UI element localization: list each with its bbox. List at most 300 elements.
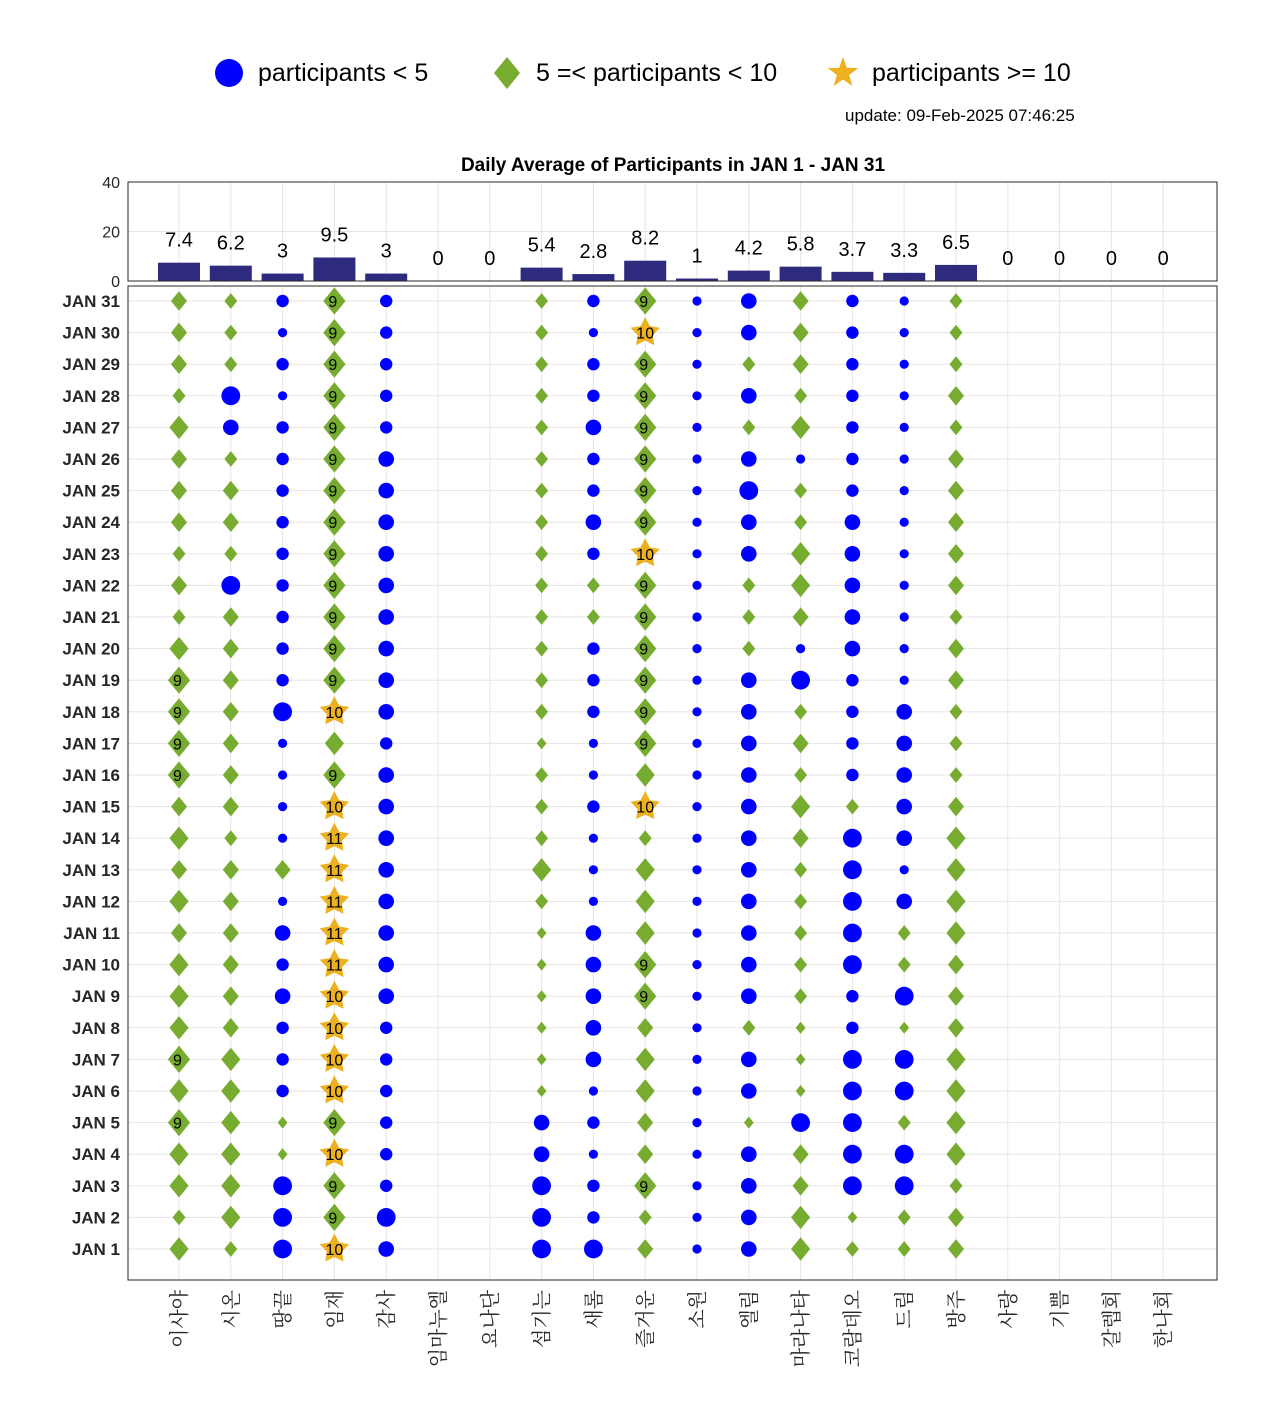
circle-marker	[589, 897, 598, 906]
marker-value-label: 10	[325, 1084, 344, 1101]
marker-value-label: 9	[639, 483, 649, 501]
circle-marker	[380, 358, 392, 370]
marker-value-label: 9	[328, 610, 338, 627]
circle-marker	[586, 988, 602, 1004]
circle-marker	[741, 325, 757, 341]
circle-marker	[900, 518, 909, 527]
scatter-xtick-label: 사랑	[997, 1290, 1020, 1329]
circle-marker	[273, 1176, 292, 1195]
marker-value-label: 9	[328, 673, 338, 691]
circle-marker	[900, 865, 909, 874]
marker-value-label: 10	[325, 1242, 344, 1259]
circle-marker	[900, 454, 909, 463]
circle-marker	[692, 644, 701, 653]
circle-marker	[741, 799, 757, 815]
marker-value-label: 10	[636, 546, 655, 564]
marker-value-label: 9	[328, 546, 338, 564]
circle-marker	[741, 1083, 757, 1099]
circle-marker	[586, 925, 602, 941]
circle-marker	[692, 992, 701, 1001]
scatter-xtick-label: 한나회	[1153, 1290, 1176, 1348]
circle-marker	[692, 1150, 701, 1159]
scatter-ytick-label: JAN 3	[71, 1176, 120, 1196]
circle-marker	[276, 579, 288, 591]
circle-marker	[380, 326, 392, 338]
bar-value-label: 0	[1054, 248, 1066, 270]
circle-marker	[895, 1082, 914, 1101]
scatter-ytick-label: JAN 10	[62, 955, 120, 975]
circle-marker	[692, 865, 701, 874]
circle-marker	[741, 862, 757, 878]
legend-label-diamond: 5 =< participants < 10	[536, 58, 778, 87]
circle-marker	[586, 1052, 602, 1068]
circle-marker	[587, 706, 599, 718]
circle-marker	[900, 676, 909, 685]
circle-marker	[741, 546, 757, 562]
circle-marker	[845, 578, 861, 594]
circle-marker	[846, 453, 858, 465]
circle-marker	[843, 1113, 862, 1132]
marker-value-label: 9	[328, 294, 338, 311]
scatter-plot-area	[128, 286, 1217, 1280]
circle-marker	[895, 1050, 914, 1069]
circle-marker	[278, 897, 287, 906]
circle-marker	[532, 1240, 551, 1259]
marker-value-label: 9	[639, 610, 649, 627]
bar-value-label: 3.7	[838, 238, 867, 261]
bar-chart-title: Daily Average of Participants in JAN 1 - JAN 31	[460, 155, 886, 176]
circle-marker	[587, 484, 599, 496]
circle-marker	[534, 1146, 550, 1162]
scatter-xtick-label: 섬기는	[531, 1290, 554, 1348]
marker-value-label: 9	[328, 420, 338, 438]
circle-marker	[378, 957, 394, 973]
circle-marker	[378, 1241, 394, 1257]
circle-marker	[895, 1145, 914, 1164]
bar-value-label: 3.3	[890, 239, 919, 262]
marker-value-label: 9	[639, 357, 649, 375]
circle-marker	[741, 1052, 757, 1068]
circle-marker	[692, 423, 701, 432]
circle-marker	[845, 514, 861, 530]
circle-marker	[692, 1181, 701, 1190]
circle-marker	[692, 454, 701, 463]
circle-marker	[276, 674, 288, 686]
marker-value-label: 10	[325, 704, 344, 722]
circle-marker	[587, 800, 599, 812]
circle-marker	[741, 1241, 757, 1257]
marker-value-label: 10	[325, 1020, 344, 1038]
circle-marker	[692, 581, 701, 590]
marker-value-label: 11	[326, 957, 343, 975]
circle-marker	[846, 674, 858, 686]
update-timestamp: update: 09-Feb-2025 07:46:25	[845, 106, 1075, 125]
marker-value-label: 9	[328, 1115, 338, 1133]
circle-marker	[587, 642, 599, 654]
circle-marker	[532, 1176, 551, 1195]
marker-value-label: 9	[328, 452, 338, 469]
scatter-xtick-label: 즐거운	[635, 1290, 658, 1348]
marker-value-label: 9	[639, 578, 649, 596]
circle-marker	[692, 1055, 701, 1064]
marker-value-label: 11	[326, 831, 343, 849]
scatter-ytick-label: JAN 26	[62, 450, 120, 469]
circle-marker	[589, 1086, 598, 1095]
scatter-ytick-label: JAN 11	[63, 924, 120, 943]
circle-marker	[380, 1085, 392, 1097]
bar	[624, 261, 666, 281]
circle-marker	[276, 421, 288, 433]
bar-value-label: 0	[1157, 248, 1169, 270]
circle-marker	[378, 641, 394, 657]
circle-marker	[378, 704, 394, 720]
circle-marker	[586, 514, 602, 530]
circle-marker	[692, 518, 701, 527]
marker-value-label: 9	[328, 768, 338, 785]
circle-marker	[377, 1208, 396, 1227]
circle-marker	[692, 1118, 701, 1127]
circle-marker	[378, 672, 394, 688]
scatter-ytick-label: JAN 19	[62, 671, 120, 691]
scatter-xtick-label: 드림	[894, 1290, 917, 1329]
circle-marker	[276, 548, 288, 560]
circle-marker	[846, 1022, 858, 1034]
circle-marker	[741, 925, 757, 941]
circle-marker	[900, 612, 909, 621]
circle-marker	[741, 1178, 757, 1194]
circle-marker	[741, 672, 757, 688]
circle-marker	[692, 1023, 701, 1032]
circle-marker	[221, 576, 240, 595]
circle-marker	[278, 391, 287, 400]
circle-marker	[896, 767, 912, 783]
circle-marker	[900, 296, 909, 305]
circle-marker	[378, 830, 394, 846]
circle-marker	[692, 612, 701, 621]
scatter-ytick-label: JAN 31	[62, 292, 120, 311]
circle-marker	[900, 644, 909, 653]
circle-marker	[378, 578, 394, 594]
circle-marker	[900, 549, 909, 558]
circle-marker	[900, 391, 909, 400]
circle-marker	[589, 1150, 598, 1159]
marker-value-label: 9	[639, 388, 649, 406]
circle-marker	[276, 611, 288, 623]
marker-value-label: 9	[328, 641, 338, 659]
bar-value-label: 4.2	[734, 237, 763, 260]
circle-marker	[896, 799, 912, 815]
circle-marker	[278, 739, 287, 748]
marker-value-label: 9	[328, 1210, 338, 1228]
bar-value-label: 5.8	[786, 233, 815, 256]
circle-marker	[380, 421, 392, 433]
circle-marker	[587, 295, 599, 307]
circle-marker	[587, 548, 599, 560]
marker-value-label: 10	[325, 1147, 344, 1165]
circle-marker	[276, 1053, 288, 1065]
circle-marker	[846, 390, 858, 402]
bar-value-label: 0	[1105, 248, 1117, 270]
scatter-xtick-label: 엘림	[738, 1290, 761, 1329]
circle-marker	[378, 609, 394, 625]
circle-marker	[846, 706, 858, 718]
circle-marker	[278, 328, 287, 337]
scatter-xtick-label: 임마누엘	[428, 1290, 450, 1368]
scatter-ytick-label: JAN 18	[62, 702, 120, 722]
marker-value-label: 9	[173, 1052, 182, 1070]
bar	[883, 273, 925, 281]
circle-marker	[692, 328, 701, 337]
circle-marker	[741, 1210, 757, 1226]
circle-marker	[846, 769, 858, 781]
marker-value-label: 9	[639, 452, 649, 469]
bar-value-label: 0	[484, 248, 496, 270]
scatter-xtick-label: 갈렙회	[1101, 1290, 1124, 1348]
circle-marker	[843, 829, 862, 848]
marker-value-label: 9	[173, 736, 182, 754]
scatter-ytick-label: JAN 2	[71, 1208, 120, 1228]
bar-value-label: 5.4	[527, 234, 556, 257]
circle-marker	[843, 1082, 862, 1101]
circle-marker	[586, 420, 602, 436]
circle-marker	[692, 834, 701, 843]
circle-marker	[845, 546, 861, 562]
scatter-ytick-label: JAN 28	[62, 386, 120, 406]
bar-value-label: 2.8	[579, 241, 608, 264]
marker-value-label: 9	[639, 736, 649, 754]
circle-marker	[741, 830, 757, 846]
bar-ytick-label: 0	[111, 274, 120, 291]
marker-value-label: 9	[328, 1178, 338, 1196]
circle-marker	[586, 957, 602, 973]
circle-marker	[278, 834, 287, 843]
circle-marker	[276, 1022, 288, 1034]
scatter-xtick-label: 이사야	[169, 1290, 191, 1348]
circle-marker	[741, 388, 757, 404]
marker-value-label: 9	[639, 420, 649, 438]
circle-marker	[796, 454, 805, 463]
bar-value-label: 0	[432, 248, 444, 270]
circle-marker	[741, 514, 757, 530]
circle-marker	[896, 736, 912, 752]
circle-marker	[221, 386, 240, 405]
circle-marker	[900, 581, 909, 590]
circle-marker	[900, 360, 909, 369]
marker-value-label: 9	[328, 515, 338, 533]
circle-marker	[692, 360, 701, 369]
circle-marker	[587, 1116, 599, 1128]
circle-marker	[532, 1208, 551, 1227]
circle-marker	[223, 420, 239, 436]
marker-value-label: 9	[173, 704, 182, 722]
marker-value-label: 9	[328, 578, 338, 596]
scatter-xtick-label: 기쁨	[1049, 1290, 1072, 1329]
circle-marker	[276, 295, 288, 307]
circle-marker	[278, 770, 287, 779]
circle-marker	[273, 702, 292, 721]
circle-marker	[587, 674, 599, 686]
circle-marker	[692, 549, 701, 558]
marker-value-label: 9	[639, 957, 649, 975]
circle-marker	[843, 1050, 862, 1069]
marker-value-label: 9	[639, 515, 649, 533]
circle-marker	[692, 928, 701, 937]
bar-value-label: 3	[277, 240, 289, 263]
circle-marker	[846, 326, 858, 338]
bar	[313, 257, 355, 281]
bar-value-label: 7.4	[165, 229, 193, 252]
circle-marker	[378, 451, 394, 467]
marker-value-label: 10	[325, 989, 344, 1007]
scatter-xtick-label: 마라나타	[790, 1290, 813, 1368]
circle-marker	[380, 737, 392, 749]
scatter-xtick-label: 요나단	[479, 1290, 502, 1348]
circle-marker	[276, 958, 288, 970]
circle-marker	[692, 770, 701, 779]
circle-marker	[846, 295, 858, 307]
circle-marker	[741, 988, 757, 1004]
marker-value-label: 9	[639, 294, 649, 311]
circle-marker	[741, 767, 757, 783]
circle-marker	[378, 799, 394, 815]
bar-value-label: 8.2	[631, 227, 660, 250]
circle-marker	[896, 704, 912, 720]
scatter-ytick-label: JAN 30	[62, 323, 120, 343]
marker-value-label: 10	[325, 799, 344, 817]
circle-marker	[741, 957, 757, 973]
scatter-ytick-label: JAN 4	[71, 1145, 120, 1165]
circle-marker	[846, 737, 858, 749]
circle-marker	[843, 924, 862, 943]
marker-value-label: 9	[173, 768, 182, 785]
circle-marker	[584, 1240, 603, 1259]
circle-marker	[380, 1148, 392, 1160]
circle-marker	[900, 328, 909, 337]
scatter-ytick-label: JAN 23	[62, 544, 120, 564]
circle-marker	[380, 1022, 392, 1034]
circle-marker	[378, 862, 394, 878]
scatter-ytick-label: JAN 24	[62, 513, 120, 533]
bar-ytick-label: 20	[102, 224, 120, 242]
circle-marker	[276, 358, 288, 370]
bar	[780, 267, 822, 281]
circle-marker	[587, 453, 599, 465]
circle-marker	[846, 421, 858, 433]
scatter-ytick-label: JAN 15	[62, 797, 120, 817]
bar	[365, 274, 407, 281]
scatter-ytick-label: JAN 1	[71, 1240, 120, 1259]
circle-marker	[692, 676, 701, 685]
marker-value-label: 10	[325, 1052, 344, 1070]
circle-marker	[273, 1240, 292, 1259]
scatter-ytick-label: JAN 29	[62, 355, 120, 375]
circle-marker	[791, 1113, 810, 1132]
scatter-xtick-label: 새롬	[583, 1290, 606, 1329]
bar-value-label: 3	[380, 240, 392, 263]
bar	[728, 271, 770, 281]
circle-marker	[741, 704, 757, 720]
circle-marker	[587, 390, 599, 402]
circle-marker	[589, 770, 598, 779]
circle-marker	[843, 860, 862, 879]
circle-marker	[378, 767, 394, 783]
circle-marker	[589, 328, 598, 337]
circle-marker	[273, 1208, 292, 1227]
scatter-xtick-label: 임재	[324, 1290, 347, 1329]
bar-value-label: 6.5	[942, 231, 970, 254]
scatter-xtick-label: 코람데오	[842, 1290, 865, 1368]
circle-marker	[692, 1213, 701, 1222]
marker-value-label: 9	[328, 357, 338, 375]
circle-marker	[378, 483, 394, 499]
circle-marker	[900, 486, 909, 495]
scatter-xtick-label: 감사	[376, 1290, 399, 1329]
circle-marker	[587, 1211, 599, 1223]
legend-label-circle: participants < 5	[258, 58, 429, 87]
circle-marker	[589, 739, 598, 748]
scatter-ytick-label: JAN 25	[62, 481, 120, 501]
bar	[572, 274, 614, 281]
circle-marker	[589, 865, 598, 874]
circle-marker	[276, 1085, 288, 1097]
bar	[831, 272, 873, 281]
scatter-ytick-label: JAN 13	[62, 860, 120, 880]
circle-marker	[741, 1146, 757, 1162]
circle-marker	[843, 1176, 862, 1195]
circle-marker	[843, 955, 862, 974]
circle-marker	[275, 925, 291, 941]
bar	[521, 268, 563, 281]
bar	[935, 265, 977, 281]
bar-value-label: 6.2	[216, 232, 245, 255]
scatter-ytick-label: JAN 21	[62, 608, 120, 627]
circle-marker	[692, 739, 701, 748]
marker-value-label: 9	[639, 704, 649, 722]
marker-value-label: 9	[328, 483, 338, 501]
circle-marker	[843, 1145, 862, 1164]
marker-value-label: 11	[326, 862, 343, 880]
circle-marker	[845, 641, 861, 657]
circle-marker	[846, 990, 858, 1002]
marker-value-label: 11	[326, 894, 343, 912]
scatter-xtick-label: 땅끝	[272, 1290, 295, 1329]
circle-marker	[586, 1020, 602, 1036]
circle-marker	[275, 988, 291, 1004]
circle-marker	[378, 514, 394, 530]
marker-value-label: 9	[639, 1178, 649, 1196]
circle-marker	[589, 834, 598, 843]
circle-marker	[846, 484, 858, 496]
circle-marker	[739, 481, 758, 500]
circle-marker	[587, 1180, 599, 1192]
circle-marker	[692, 1244, 701, 1253]
bar	[158, 263, 200, 281]
bar	[262, 274, 304, 281]
marker-value-label: 9	[328, 325, 338, 343]
bar	[210, 266, 252, 281]
marker-value-label: 9	[639, 641, 649, 659]
marker-value-label: 9	[328, 388, 338, 406]
marker-value-label: 10	[636, 325, 655, 343]
scatter-ytick-label: JAN 27	[62, 418, 120, 438]
marker-value-label: 9	[639, 989, 649, 1007]
circle-marker	[276, 516, 288, 528]
scatter-ytick-label: JAN 20	[62, 639, 120, 659]
circle-marker	[380, 1180, 392, 1192]
circle-marker	[895, 1176, 914, 1195]
circle-marker	[692, 486, 701, 495]
circle-marker	[278, 802, 287, 811]
